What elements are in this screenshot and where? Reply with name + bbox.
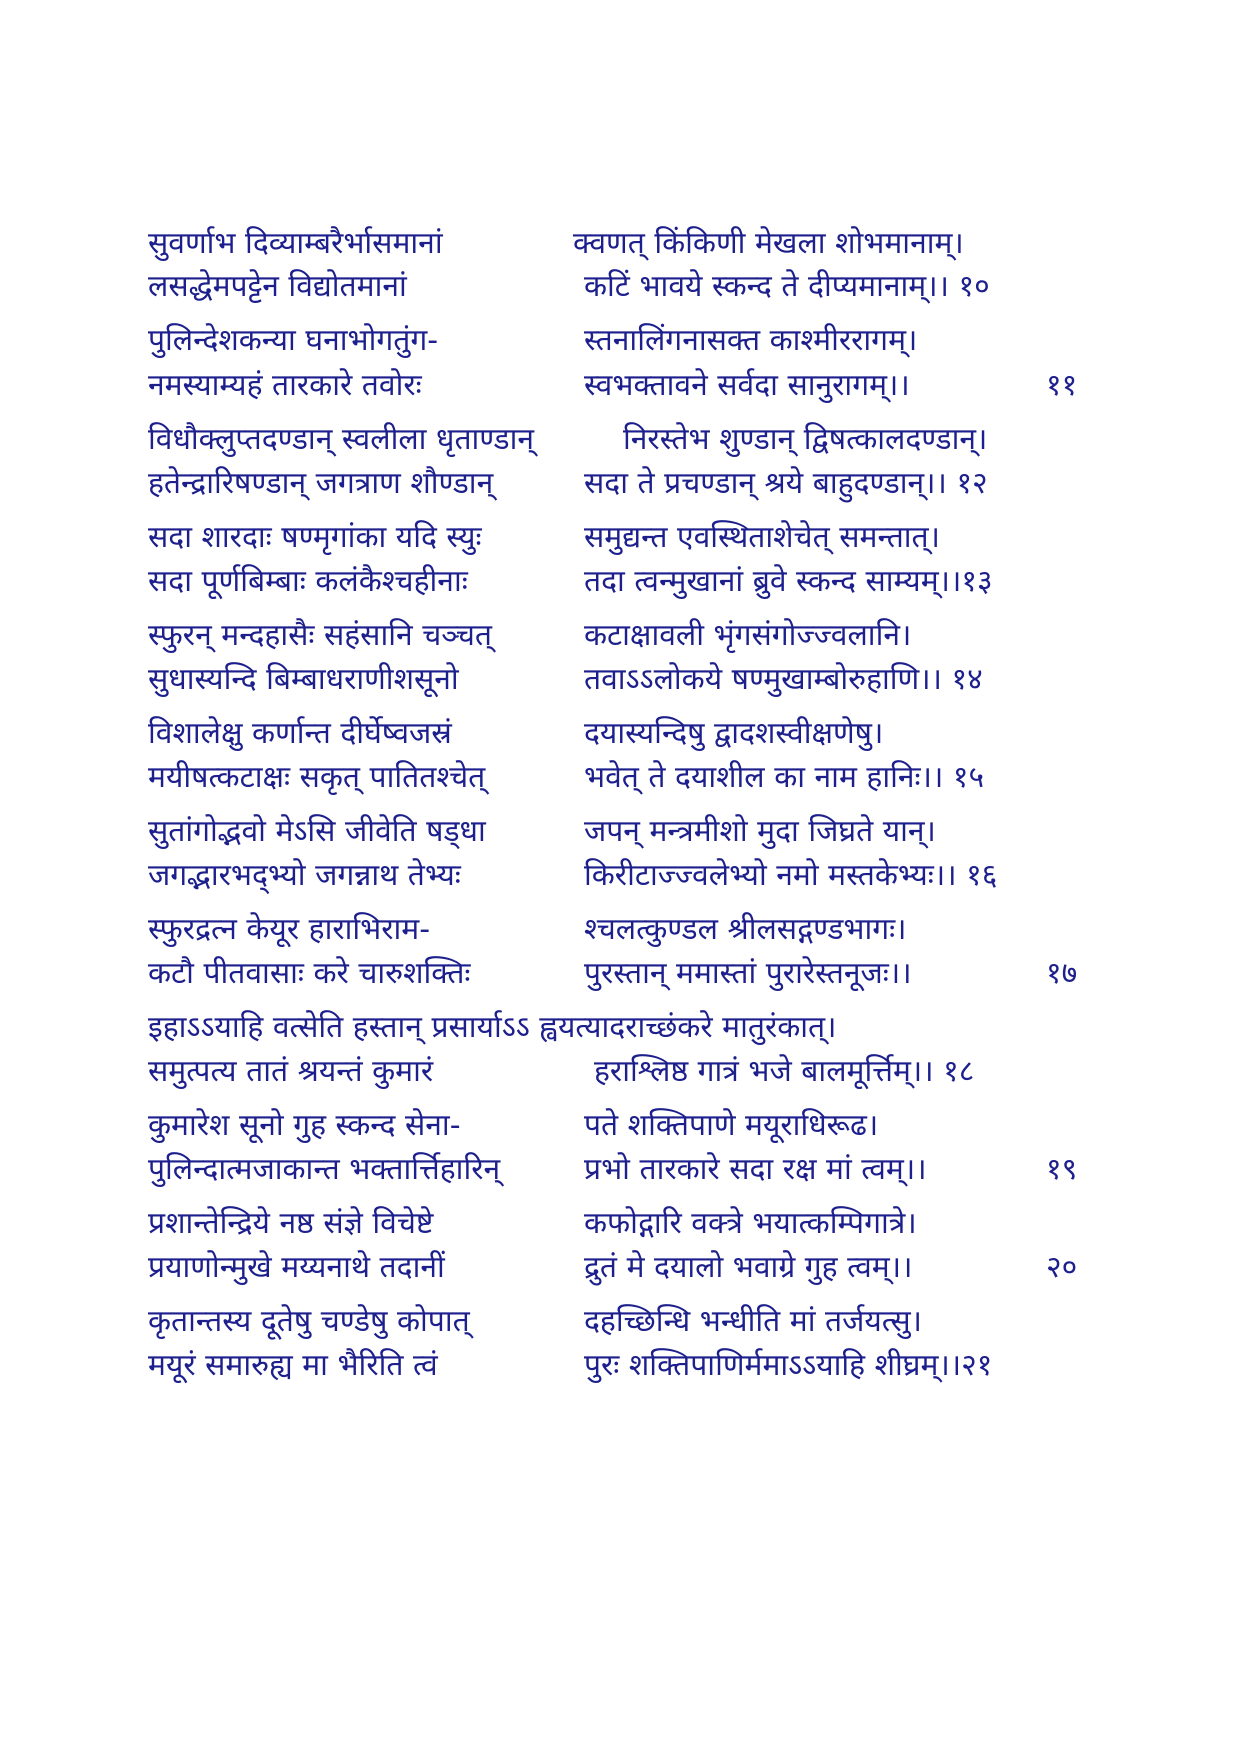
verse-11-line-2 [148,364,1108,408]
verse-text-left: पुलिन्देशकन्या घनाभोगतुंग- [148,323,439,358]
verse-text-right: दहच्छिन्धि भन्धीति मां तर्जयत्सु। [584,1304,923,1339]
verse-text-left: हतेन्द्रारिषण्डान् जगत्राण शौण्डान् [148,466,494,501]
verse-15-line-1 [148,712,1108,756]
verse-number: ११ [1046,368,1078,403]
verse-text-left: सुवर्णाभ दिव्याम्बरैर्भासमानां [148,226,443,261]
verse-13-line-1 [148,516,1108,560]
verse-text-right: प्रभो तारकारे सदा रक्ष मां त्वम्।। [584,1152,927,1187]
verse-text-left: पुलिन्दात्मजाकान्त भक्तार्त्तिहारिन् [148,1152,501,1187]
verse-text-right: पुरस्तान् ममास्तां पुरारेस्तनूजः।। [584,956,912,991]
verse-text-left: सदा पूर्णबिम्बाः कलंकैश्चहीनाः [148,564,468,599]
verse-10-line-2 [148,265,1108,309]
verse-text-right: श्चलत्कुण्डल श्रीलसद्गण्डभागः। [584,912,907,947]
verse-18-line-1 [148,1006,1108,1050]
verse-number: १७ [1046,956,1078,991]
verse-14-line-1 [148,614,1108,658]
verse-text-left: स्फुरन् मन्दहासैः सहंसानि चञ्चत् [148,618,492,653]
verse-10-line-1 [148,222,1108,266]
verse-text-left: सुतांगोद्भवो मेऽसि जीवेति षड्धा [148,814,486,849]
verse-text-right: क्वणत् किंकिणी मेखला शोभमानाम्। [573,226,964,261]
verse-12-line-2 [148,462,1108,506]
verse-19-line-1 [148,1104,1108,1148]
verse-number: २० [1046,1250,1078,1285]
verse-text-right: पते शक्तिपाणे मयूराधिरूढ। [584,1108,879,1143]
verse-text-left: विशालेक्षु कर्णान्त दीर्घेष्वजस्रं [148,716,452,751]
verse-13-line-2 [148,560,1108,604]
verse-text-right: स्वभक्तावने सर्वदा सानुरागम्।। [584,368,910,403]
verse-text-right: स्तनालिंगनासक्त काश्मीररागम्। [584,323,918,358]
verse-text-left: कटौ पीतवासाः करे चारुशक्तिः [148,956,471,991]
verse-20-line-2 [148,1246,1108,1290]
verse-20-line-1 [148,1202,1108,1246]
verse-19-line-2 [148,1148,1108,1192]
verse-21-line-1 [148,1300,1108,1344]
verse-12-line-1 [148,418,1108,462]
verse-text-right: सदा ते प्रचण्डान् श्रये बाहुदण्डान्।। १२ [584,466,988,501]
verse-text-left: विधौक्लुप्तदण्डान् स्वलीला धृताण्डान् [148,422,535,457]
verse-text-right: निरस्तेभ शुण्डान् द्विषत्कालदण्डान्। [623,422,988,457]
verse-14-line-2 [148,658,1108,702]
verse-11-line-1 [148,319,1108,363]
verse-number: १९ [1046,1152,1078,1187]
verse-16-line-1 [148,810,1108,854]
verse-text-right: कटाक्षावली भृंगसंगोज्ज्वलानि। [584,618,912,653]
verse-text-left: कृतान्तस्य दूतेषु चण्डेषु कोपात् [148,1304,470,1339]
verse-text-right: दयास्यन्दिषु द्वादशस्वीक्षणेषु। [584,716,884,751]
verse-text-right: तदा त्वन्मुखानां ब्रुवे स्कन्द साम्यम्।।१३ [584,564,993,599]
verse-text-right: कफोद्गारि वक्त्रे भयात्कम्पिगात्रे। [584,1206,917,1241]
verse-text-left: लसद्धेमपट्टेन विद्योतमानां [148,269,407,304]
verse-text-right: द्रुतं मे दयालो भवाग्रे गुह त्वम्।। [584,1250,913,1285]
verse-text-left: प्रशान्तेन्द्रिये नष्ठ संज्ञे विचेष्टे [148,1206,434,1241]
verse-text-left: जगद्भारभद्भ्यो जगन्नाथ तेभ्यः [148,858,461,893]
verse-text-right: जपन् मन्त्रमीशो मुदा जिघ्रते यान्। [584,814,936,849]
verse-text-right: किरीटाज्ज्वलेभ्यो नमो मस्तकेभ्यः।। १६ [584,858,998,893]
verse-text-left: समुत्पत्य तातं श्रयन्तं कुमारं [148,1054,434,1089]
verse-text-left: सुधास्यन्दि बिम्बाधराणीशसूनो [148,662,459,697]
verse-text-left: नमस्याम्यहं तारकारे तवोरः [148,368,422,403]
verse-15-line-2 [148,756,1108,800]
verse-text-right: भवेत् ते दयाशील का नाम हानिः।। १५ [584,760,985,795]
verse-text-left: प्रयाणोन्मुखे मय्यनाथे तदानीं [148,1250,445,1285]
verse-text-full: इहाऽऽयाहि वत्सेति हस्तान् प्रसार्याऽऽ ह्वयत्यादराच्छंकरे मातुरंकात्। [148,1010,837,1045]
verse-17-line-2 [148,952,1108,996]
verse-text-right: हराश्लिष्ठ गात्रं भजे बालमूर्त्तिम्।। १८ [594,1054,975,1089]
verse-21-line-2 [148,1344,1108,1388]
verse-text-left: सदा शारदाः षण्मृगांका यदि स्युः [148,520,482,555]
verse-text-left: स्फुरद्रत्न केयूर हाराभिराम- [148,912,431,947]
verse-text-right: तवाऽऽलोकये षण्मुखाम्बोरुहाणि।। १४ [584,662,983,697]
verse-text-left: कुमारेश सूनो गुह स्कन्द सेना- [148,1108,461,1143]
verse-text-left: मयीषत्कटाक्षः सकृत् पातितश्चेत् [148,760,486,795]
verse-text-left: मयूरं समारुह्य मा भैरिति त्वं [148,1348,438,1383]
verse-17-line-1 [148,908,1108,952]
verse-text-right: पुरः शक्तिपाणिर्ममाऽऽयाहि शीघ्रम्।।२१ [584,1348,993,1383]
verse-text-right: समुद्यन्त एवस्थिताशेचेत् समन्तात्। [584,520,941,555]
verse-text-right: कटिं भावये स्कन्द ते दीप्यमानाम्।। १० [584,269,990,304]
verse-18-line-2 [148,1050,1108,1094]
verse-16-line-2 [148,854,1108,898]
